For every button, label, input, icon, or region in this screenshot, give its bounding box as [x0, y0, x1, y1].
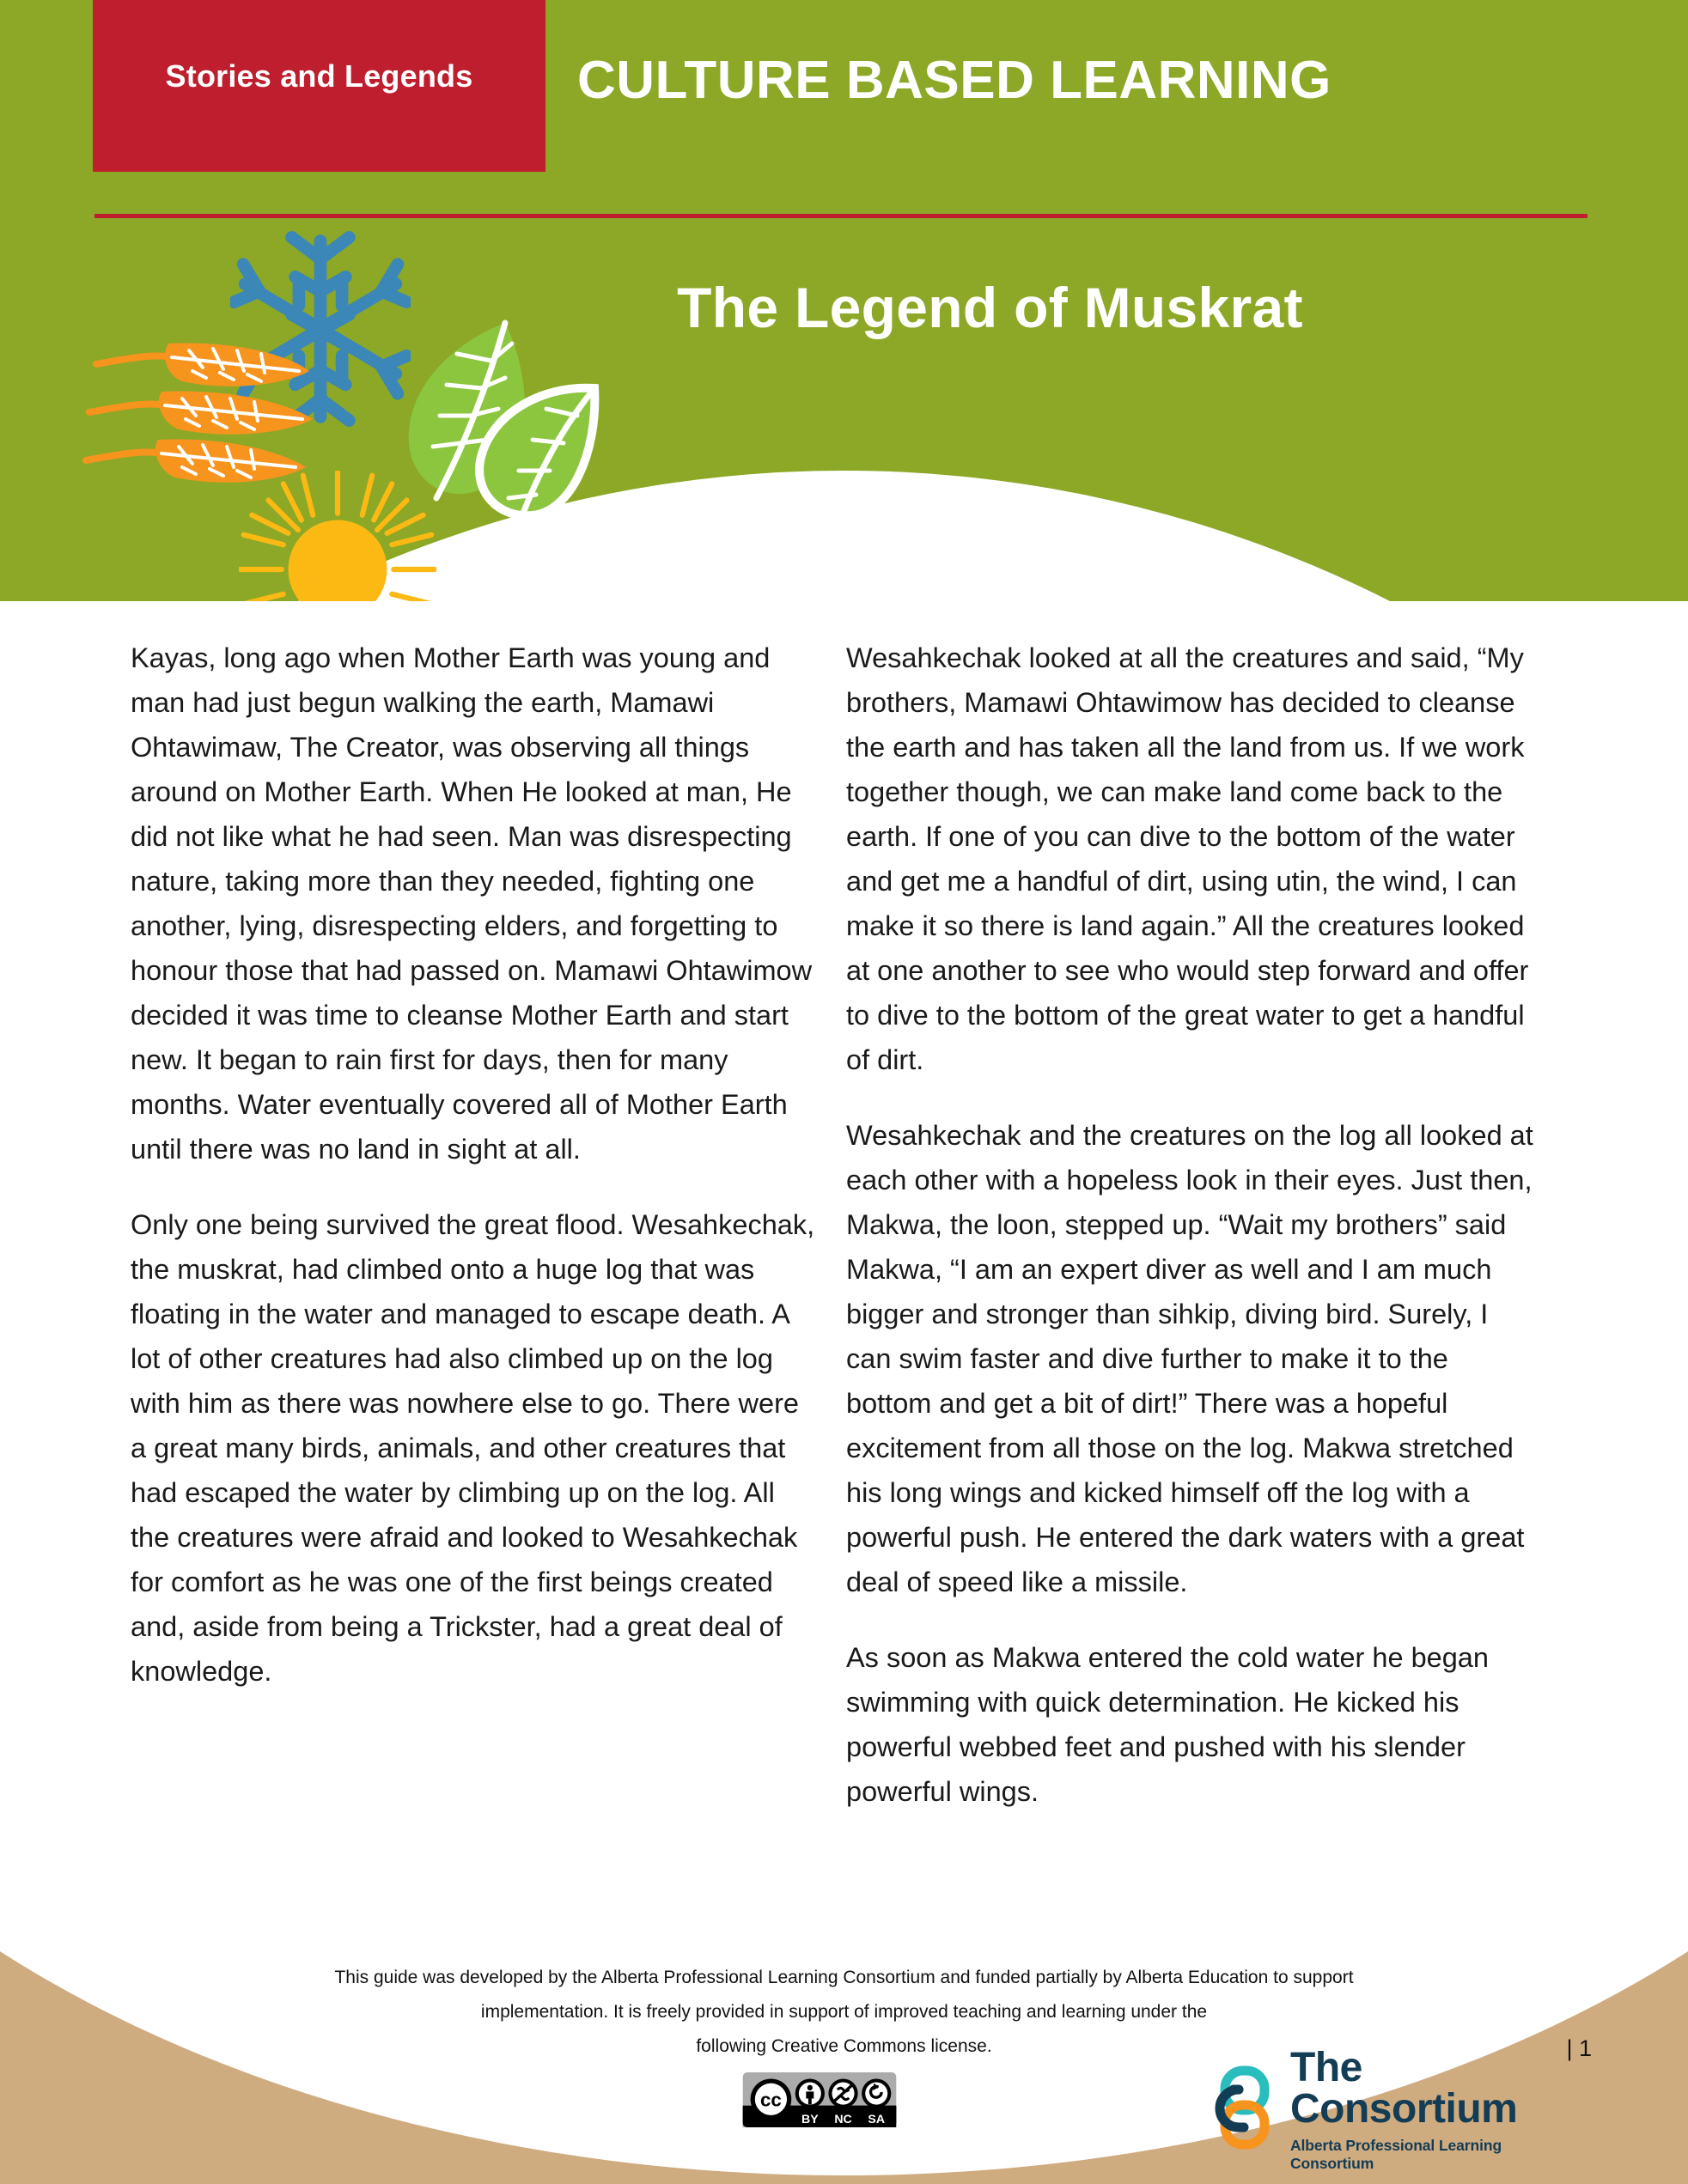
- consortium-tagline: Alberta Professional Learning Consortium: [1290, 2137, 1502, 2172]
- svg-text:NC: NC: [834, 2111, 852, 2126]
- paragraph: As soon as Makwa entered the cold water he began swimming with quick determination. He kicked his powerful webbed feet and pushed with his slender powerful wings.: [846, 1642, 1489, 1807]
- consortium-name: The Consortium: [1290, 2045, 1518, 2132]
- page-number: | 1: [1566, 2035, 1592, 2061]
- attribution-line-1: This guide was developed by the Alberta Professional Learning Consortium and funded partially by Alberta Education to support: [334, 1968, 1354, 1987]
- body-column-right: [846, 636, 1533, 1845]
- header-divider-rule: [94, 214, 1587, 218]
- page-title: The Legend of Muskrat: [677, 276, 1303, 339]
- attribution-line-3: following Creative Commons license.: [696, 2036, 992, 2056]
- creative-commons-by-nc-sa-badge: [742, 2072, 897, 2127]
- consortium-logo-text: [1290, 2047, 1546, 2173]
- consortium-mark-icon: [1185, 2065, 1280, 2155]
- series-kicker-box: [93, 0, 545, 172]
- sun-icon: [239, 471, 436, 601]
- attribution-line-2: implementation. It is freely provided in support of improved teaching and learning under the: [480, 2002, 1208, 2022]
- body-column-left: [131, 636, 818, 1725]
- paragraph: Only one being survived the great flood. Wesahkechak, the muskrat, had climbed onto a huge log that was floating in the water and managed to escape death. A lot of other creatures had also climbed up on the log with him as there was nowhere else to go. There were a great many birds, animals, and other creatures that had escaped the water by climbing up on the log. All the creatures were afraid and looked to Wesahkechak for comfort as he was one of the first beings created and, aside from being a Trickster, had a great deal of knowledge.: [131, 1209, 815, 1687]
- svg-text:SA: SA: [868, 2111, 886, 2126]
- paragraph: Wesahkechak looked at all the creatures and said, “My brothers, Mamawi Ohtawimow has decided to cleanse the earth and has taken all the land from us. If we work together though, we can make land come back to the earth. If one of you can dive to the bottom of the water and get me a handful of dirt, using utin, the wind, I can make it so there is land again.” All the creatures looked at one another to see who would step forward and offer to dive to the bottom of the great water to get a handful of dirt.: [846, 642, 1529, 1075]
- svg-text:BY: BY: [801, 2111, 819, 2126]
- article-body: [0, 636, 1688, 1855]
- series-kicker-label: Stories and Legends: [165, 58, 473, 94]
- consortium-logo: [1185, 2045, 1546, 2172]
- svg-text:cc: cc: [760, 2089, 782, 2111]
- page-header: [0, 0, 1688, 601]
- paragraph: Kayas, long ago when Mother Earth was young and man had just begun walking the earth, Mamawi Ohtawimaw, The Creator, was observing all things around on Mother Earth. When He looked at man, He did not like what he had seen. Man was disrespecting nature, taking more than they needed, fighting one another, lying, disrespecting elders, and forgetting to honour those that had passed on. Mamawi Ohtawimow decided it was time to cleanse Mother Earth and start new. It began to rain first for days, then for many months. Water eventually covered all of Mother Earth until there was no land in sight at all.: [131, 642, 813, 1165]
- paragraph: Wesahkechak and the creatures on the log all looked at each other with a hopeless look in their eyes. Just then, Makwa, the loon, stepped up. “Wait my brothers” said Makwa, “I am an expert diver as well and I am much bigger and stronger than sihkip, diving bird. Surely, I can swim faster and dive further to make it to the bottom and get a bit of dirt!” There was a hopeful excitement from all those on the log. Makwa stretched his long wings and kicked himself off the log with a powerful push. He entered the dark waters with a great deal of speed like a missile.: [846, 1120, 1533, 1597]
- series-title: CULTURE BASED LEARNING: [577, 51, 1332, 110]
